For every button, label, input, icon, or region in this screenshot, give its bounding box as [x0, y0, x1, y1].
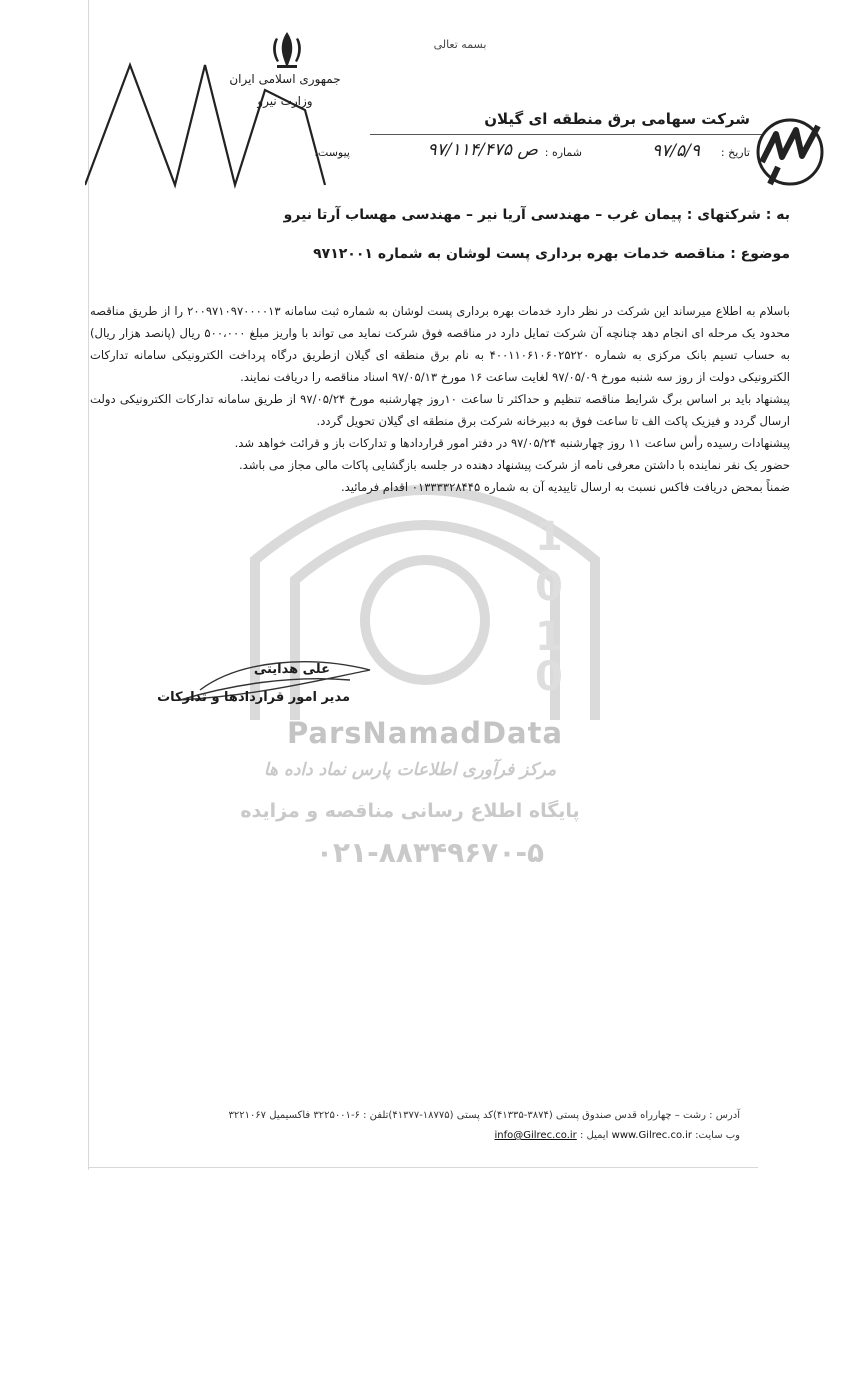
header-divider: [370, 134, 762, 135]
svg-text:0: 0: [535, 654, 563, 700]
meta-row: [300, 140, 750, 167]
body-paragraph: پیشنهادات رسیده رأس ساعت ۱۱ روز چهارشنبه ۹۷/۰۵/۲۴ در دفتر امور قراردادها و تدارکات باز و قرائت خواهد شد.: [234, 436, 790, 450]
date-label: تاریخ :: [720, 146, 750, 159]
email-link[interactable]: info@Gilrec.co.ir: [494, 1130, 577, 1141]
signatory-title: مدیر امور قراردادها و تدارکات: [157, 690, 350, 705]
subject-line: موضوع : مناقصه خدمات بهره برداری پست لوشان به شماره ۹۷۱۲۰۰۱: [313, 246, 790, 262]
watermark-phone: ۰۲۱-۸۸۳۴۹۶۷۰-۵: [315, 836, 545, 869]
svg-text:1: 1: [535, 614, 563, 660]
watermark-line-2: مرکز فرآوری اطلاعات پارس نماد داده ها: [263, 760, 557, 780]
website-label: وب سایت:: [695, 1130, 740, 1141]
page-bottom-line: [88, 1167, 758, 1168]
body-paragraph: ضمناً بمحض دریافت فاکس نسبت به ارسال تاییدیه آن به شماره ۰۱۳۳۳۳۲۸۴۴۵ اقدام فرمائید.: [340, 480, 790, 494]
date-value: ۹۷/۵/۹: [652, 141, 700, 161]
zigzag-ornament-icon: [85, 60, 375, 190]
body-paragraph: حضور یک نفر نماینده با داشتن معرفی نامه از شرکت پیشنهاد دهنده در جلسه بازگشایی پاکات مالی مجاز می باشد.: [239, 458, 790, 472]
gilrec-logo-icon: [750, 112, 830, 192]
basmala: بسمه تعالی: [433, 38, 487, 51]
body-paragraph: باسلام به اطلاع میرساند این شرکت در نظر دارد خدمات بهره برداری پست لوشان به شماره ثبت سامانه ۲۰۰۹۷۱۰۹۷۰۰۰۰۱۳ را از طریق مناقصه محدود یک مرحله ای انجام دهد چنانچه آن شرکت تمایل دارد در مناقصه فوق شرکت نماید می تواند با واریز مبلغ ۵۰۰،۰۰۰ ریال (پانصد هزار ریال) به حساب تسیم بانک مرکزی به شماره ۴۰۰۱۱۰۶۱۰۶۰۲۵۲۲۰ به نام برق منطقه ای گیلان ازطریق درگاه پرداخت الکترونیکی سامانه تدارکات الکترونیکی دولت از روز سه شنبه مورخ ۹۷/۰۵/۰۹ لغایت ساعت ۱۶ مورخ ۹۷/۰۵/۱۳ اسناد مناقصه را دریافت نمایند.: [90, 304, 790, 384]
recipients: به : شرکتهای : پیمان غرب – مهندسی آریا نیر – مهندسی مهساب آرتا نیرو: [283, 207, 790, 223]
svg-text:1: 1: [535, 514, 563, 560]
gov-line-1: جمهوری اسلامی ایران: [229, 72, 341, 86]
watermark-brand: ParsNamadData: [286, 716, 564, 750]
number-label: شماره :: [544, 146, 582, 159]
watermark-line-3: پایگاه اطلاع رسانی مناقصه و مزایده: [240, 800, 580, 822]
company-name: شرکت سهامی برق منطقه ای گیلان: [484, 110, 750, 128]
svg-text:0: 0: [535, 564, 563, 610]
website-link[interactable]: www.Gilrec.co.ir: [611, 1130, 692, 1141]
number-value: ص ۹۷/۱۱۴/۴۷۵: [427, 140, 538, 160]
body-paragraph: پیشنهاد باید بر اساس برگ شرایط مناقصه تنظیم و حداکثر تا ساعت ۱۰روز چهارشنبه مورخ ۹۷/۰۵/۲۴ از طریق سامانه تدارکات الکترونیکی دولت ارسال گردد و فیزیک پاکت الف تا ساعت فوق به دبیرخانه شرکت برق منطقه ای گیلان تحویل گردد.: [90, 392, 790, 428]
footer-address: آدرس : رشت – چهارراه قدس صندوق پستی (۳۸۷۴-۴۱۳۳۵)کد پستی (۱۸۷۷۵-۴۱۳۷۷)تلفن : ۶-۳۲۲۵۰۰۱ فاکسیمیل ۳۲۲۱۰۶۷: [228, 1110, 740, 1121]
attachment-label: پیوست:: [314, 146, 350, 159]
footer-contacts: [300, 1130, 740, 1141]
signatory-name: علی هدایتی: [253, 662, 330, 677]
letter-body: [90, 300, 790, 498]
gov-line-2: وزارت نیرو: [257, 94, 313, 108]
email-label: ایمیل :: [579, 1130, 609, 1141]
